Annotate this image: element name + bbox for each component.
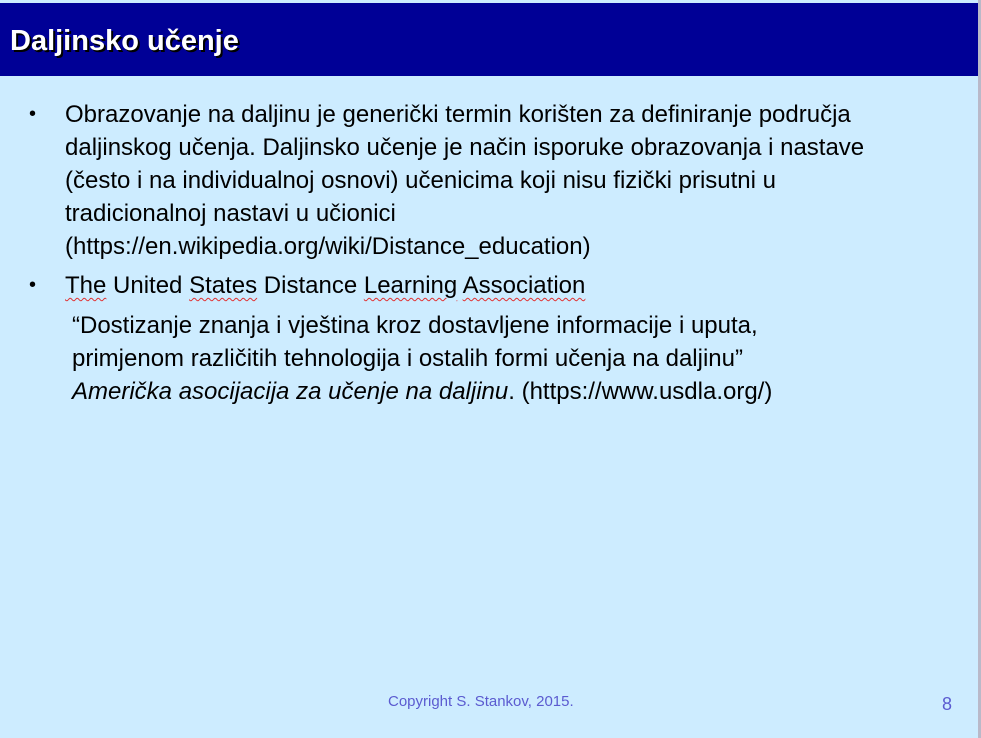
spellcheck-word: Learning xyxy=(363,272,458,299)
spellcheck-word: Association xyxy=(462,272,586,299)
word: United xyxy=(113,272,183,299)
bullet-marker: • xyxy=(29,103,37,125)
bullet-paragraph-definition: Obrazovanje na daljinu je generički termin korišten za definiranje područja daljinskog učenja. Daljinsko učenje je način isporuke obrazovanja i nastave (često i na individualnoj osnovi) učenicima koji nisu fizički prisutni u tradicionalnoj nastavi u učionici (https://en.wikipedia.org/wiki/Distance_education) xyxy=(65,101,865,260)
page-number: 8 xyxy=(942,694,953,714)
bullet-paragraph-usdla xyxy=(65,269,585,302)
title-bar xyxy=(0,3,978,76)
spellcheck-word: The xyxy=(65,272,107,299)
bullet-marker: • xyxy=(29,274,37,296)
quote-source-name: Američka asocijacija za učenje na daljinu xyxy=(72,378,509,405)
word: Distance xyxy=(263,272,358,299)
usdla-quote xyxy=(72,309,932,408)
footer-copyright: Copyright S. Stankov, 2015. xyxy=(388,693,574,710)
quote-line-1: “Dostizanje znanja i vještina kroz dostavljene informacije i uputa, xyxy=(72,312,758,339)
quote-source xyxy=(72,375,932,408)
spellcheck-word: States xyxy=(189,272,258,299)
quote-line-2: primjenom različitih tehnologija i ostalih formi učenja na daljinu” xyxy=(72,345,743,372)
quote-source-url: . (https://www.usdla.org/) xyxy=(508,378,773,405)
slide-title: Daljinsko učenje xyxy=(10,25,239,57)
